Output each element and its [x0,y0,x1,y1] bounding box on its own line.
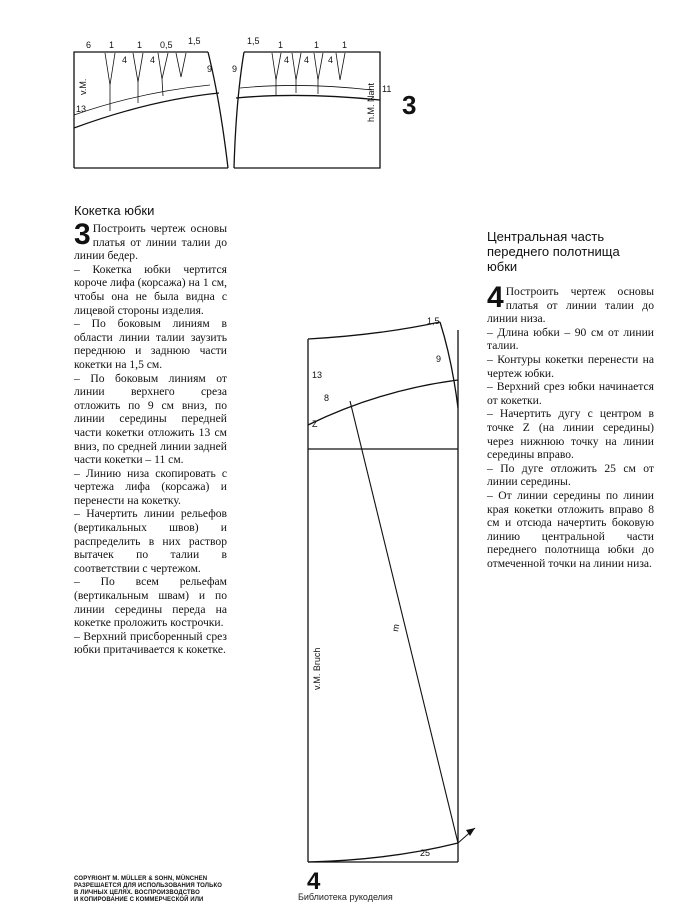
section-4-heading-line: юбки [487,259,518,274]
section-4-paragraph: – Длина юбки – 90 см от линии талии. [487,325,654,353]
section-4-heading-line: переднего полотнища [487,244,620,259]
section-4-paragraph: – От линии середины по линии края кокетки отложить вправо 8 см и отсюда начертить боковую линию центральной части переднего полотнища юбки до отмеченной точки на линии низа. [487,488,654,570]
label-hm-naht: h.M. Naht [366,82,376,122]
section-3-body [74,218,227,657]
front-yoke-piece [74,52,228,168]
label-8: 8 [324,393,330,403]
label-4a: 4 [122,55,128,65]
section-4-heading [487,229,620,274]
label-13: 13 [76,104,87,114]
label-13-bottom: 13 [312,370,323,380]
figure-number-3: 3 [402,90,417,120]
section-4-digit: 4 [487,281,504,314]
section-3-paragraph: – Верхний присборенный срез юбки притачивается к кокетке. [74,629,227,657]
watermark: Библиотека рукоделия [298,892,393,902]
section-3-paragraph: – Линию низа скопировать с чертежа лифа (корсажа) и перенести на кокетку. [74,466,227,507]
label-9-bottom: 9 [436,354,442,364]
section-3-intro: Построить чертеж основы платья от линии талии до линии бедер. [74,222,227,263]
label-1b: 1 [137,40,143,50]
section-3-heading: Кокетка юбки [74,203,155,218]
label-4b: 4 [150,55,156,65]
copyright-line: COPYRIGHT M. MÜLLER & SOHN, MÜNCHEN [74,876,208,882]
section-4-paragraph: – Начертить дугу с центром в точке Z (на линии середины) через нижнюю точку на линии середины вправо. [487,407,654,462]
section-3-paragraph: – Кокетка юбки чертится короче лифа (корсажа) на 1 см, чтобы она не была видна с лицевой стороны изделия. [74,262,227,317]
section-3-paragraph: – По всем рельефам (вертикальным швам) и по линии середины переда на кокетке проложить кострочки. [74,575,227,630]
label-1-5-bottom: 1,5 [427,316,440,326]
section-4-intro: Построить чертеж основы платья от линии талии до линии низа. [487,285,654,326]
label-1c: 1 [278,40,284,50]
back-yoke-piece [234,52,380,168]
label-0-5: 0,5 [160,40,173,50]
label-4e: 4 [328,55,334,65]
label-9-right: 9 [232,64,238,74]
label-1-5-right: 1,5 [247,36,260,46]
section-4-heading-line: Центральная часть [487,229,605,244]
label-1a: 1 [109,40,115,50]
section-4-paragraph: – Верхний срез юбки начинается от кокетки. [487,380,654,407]
section-4-paragraph: – По дуге отложить 25 см от линии середины. [487,461,654,489]
label-9-left: 9 [207,64,213,74]
label-1-5: 1,5 [188,36,201,46]
skirt-panel-diagram [308,322,475,862]
section-4-body [487,281,654,570]
copyright-line: В ЛИЧНЫХ ЦЕЛЯХ. ВОСПРОИЗВОДСТВО [74,890,200,896]
label-11: 11 [382,84,392,94]
label-1e: 1 [342,40,348,50]
label-vm: v.M. [78,78,88,95]
label-vm-bruch: v.M. Bruch [312,647,322,690]
copyright-line: И КОПИРОВАНИЕ С КОММЕРЧЕСКОЙ ИЛИ [74,897,204,903]
label-4d: 4 [304,55,310,65]
page-number: 4 [307,868,321,895]
label-z: Z [312,419,318,429]
copyright-notice [74,876,244,904]
label-25: 25 [420,848,431,858]
section-3-paragraph: – По боковым линиям в области линии талии заузить переднюю и заднюю части кокетки на 1,5 см. [74,317,227,371]
copyright-line: РАЗРЕШАЕТСЯ ДЛЯ ИСПОЛЬЗОВАНИЯ ТОЛЬКО [74,883,223,889]
section-3-paragraph: – Начертить линии рельефов (вертикальных швов) и распределить в них раствор вытачек по талии в соответствии с чертежом. [74,507,227,575]
section-3-digit: 3 [74,218,91,251]
section-4-paragraph: – Контуры кокетки перенести на чертеж юбки. [487,352,654,380]
label-m: m [390,623,402,633]
label-1d: 1 [314,40,320,50]
label-4c: 4 [284,55,290,65]
section-3-paragraph: – По боковым линиям от линии верхнего среза отложить по 9 см вниз, по линии середины передней части кокетки отложить 13 см вниз, по средней линии задней части кокетки – 11 см. [74,371,227,467]
label-6: 6 [86,40,92,50]
